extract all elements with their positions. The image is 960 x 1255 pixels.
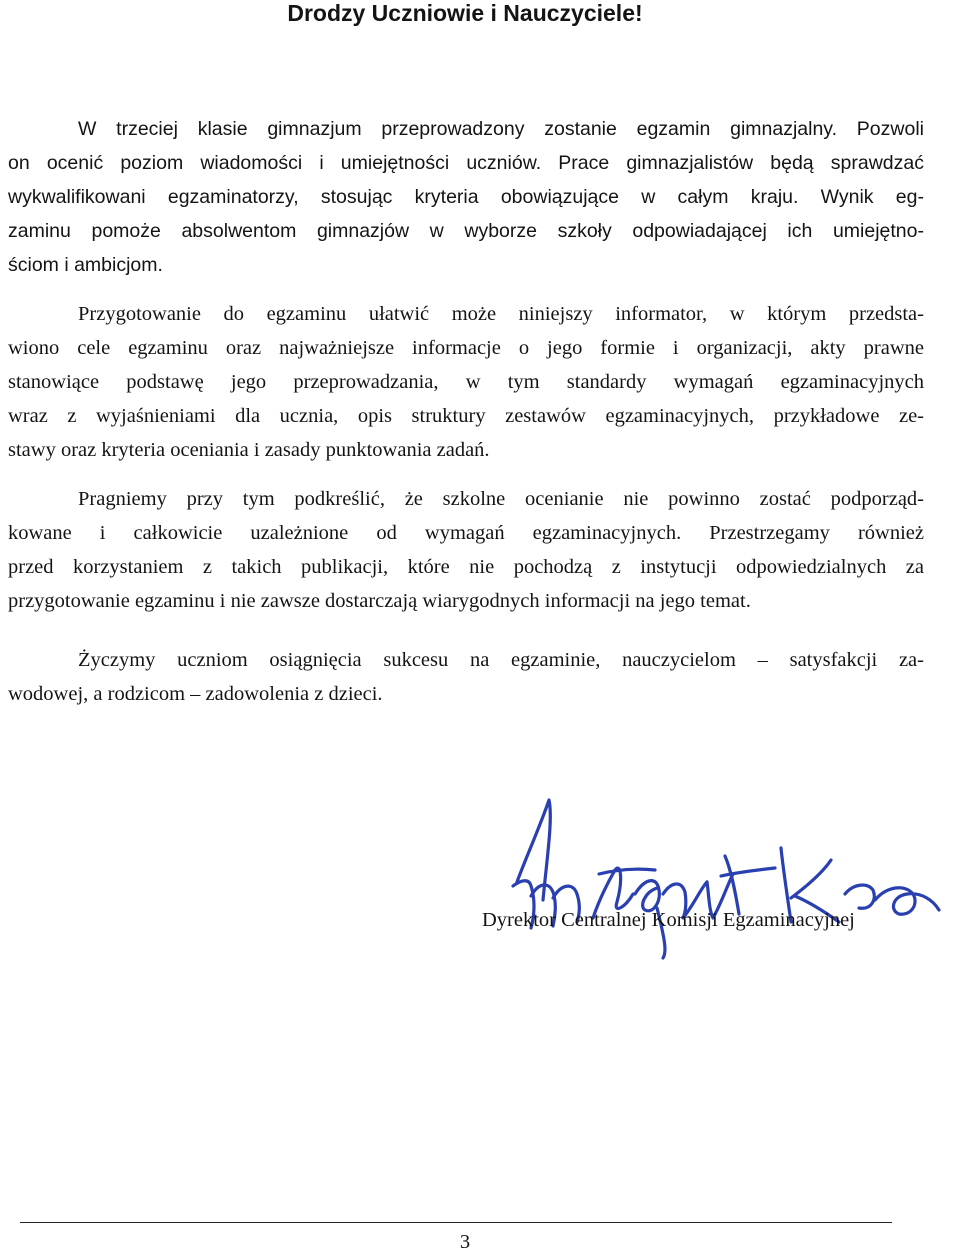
paragraph-line: on ocenić poziom wiadomości i umiejętności uczniów. Prace gimnazjalistów będą sprawdzać [8, 152, 924, 174]
paragraph-line: Życzymy uczniom osiągnięcia sukcesu na egzaminie, nauczycielom – satysfakcji za- [78, 649, 924, 671]
paragraph-line: ściom i ambicjom. [8, 254, 163, 276]
paragraph-line: przed korzystaniem z takich publikacji, które nie pochodzą z instytucji odpowiedzialnych za [8, 556, 924, 578]
paragraph-line: wraz z wyjaśnieniami dla ucznia, opis struktury zestawów egzaminacyjnych, przykładowe ze- [8, 405, 924, 427]
signer-title: Dyrektor Centralnej Komisji Egzaminacyjnej [482, 909, 855, 931]
paragraph-line: zaminu pomoże absolwentom gimnazjów w wyborze szkoły odpowiadającej ich umiejętno- [8, 220, 924, 242]
paragraph-line: kowane i całkowicie uzależnione od wymagań egzaminacyjnych. Przestrzegamy również [8, 522, 924, 544]
paragraph-line: stanowiące podstawę jego przeprowadzania, w tym standardy wymagań egzaminacyjnych [8, 371, 924, 393]
paragraph-line: Pragniemy przy tym podkreślić, że szkolne ocenianie nie powinno zostać podporząd- [78, 488, 924, 510]
paragraph-line: wykwalifikowani egzaminatorzy, stosując kryteria obowiązujące w całym kraju. Wynik eg- [8, 186, 924, 208]
paragraph-line: Przygotowanie do egzaminu ułatwić może niniejszy informator, w którym przedsta- [78, 303, 924, 325]
paragraph-line: przygotowanie egzaminu i nie zawsze dostarczają wiarygodnych informacji na jego temat. [8, 590, 751, 612]
page-title: Drodzy Uczniowie i Nauczyciele! [287, 0, 643, 26]
page-number: 3 [459, 1231, 471, 1253]
paragraph-line: stawy oraz kryteria oceniania i zasady punktowania zadań. [8, 439, 490, 461]
paragraph-line: wodowej, a rodzicom – zadowolenia z dzieci. [8, 683, 383, 705]
paragraph-line: wiono cele egzaminu oraz najważniejsze informacje o jego formie i organizacji, akty prawne [8, 337, 924, 359]
paragraph-line: W trzeciej klasie gimnazjum przeprowadzony zostanie egzamin gimnazjalny. Pozwoli [78, 118, 924, 140]
footer-divider [20, 1222, 892, 1223]
